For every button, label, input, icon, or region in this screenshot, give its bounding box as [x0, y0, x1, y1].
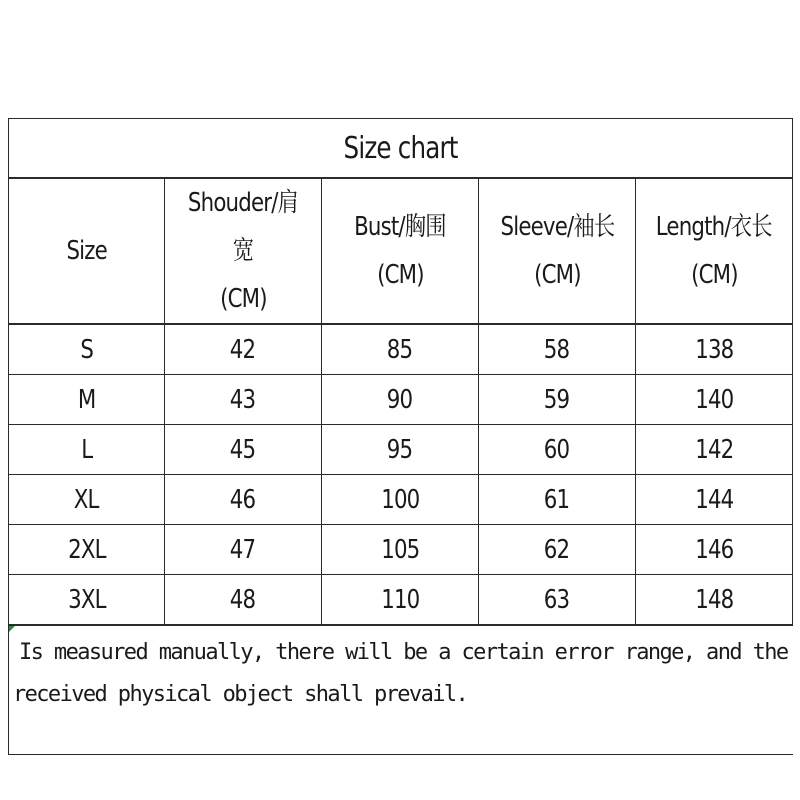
cell-length: 140 — [636, 375, 793, 425]
cell-size: L — [9, 425, 165, 475]
cell-size: 2XL — [9, 525, 165, 575]
cell-bust: 85 — [322, 324, 479, 375]
cell-shoulder: 43 — [165, 375, 322, 425]
header-length-label: Length/衣长 — [656, 212, 773, 242]
cell-bust: 105 — [322, 525, 479, 575]
cell-length: 142 — [636, 425, 793, 475]
note-line-1: Is measured manually, there will be a certain error range, and the — [19, 640, 788, 665]
cell-shoulder: 46 — [165, 475, 322, 525]
cell-length: 146 — [636, 525, 793, 575]
cell-shoulder: 48 — [165, 575, 322, 626]
table-row — [9, 475, 793, 525]
cell-sleeve: 61 — [479, 475, 636, 525]
cell-bust: 100 — [322, 475, 479, 525]
cell-bust: 90 — [322, 375, 479, 425]
size-chart-sheet — [8, 118, 792, 755]
header-shoulder — [165, 178, 322, 324]
header-bust-unit: (CM) — [376, 260, 424, 290]
cell-shoulder: 42 — [165, 324, 322, 375]
table-row — [9, 324, 793, 375]
title-row — [9, 119, 793, 179]
cell-length: 144 — [636, 475, 793, 525]
cell-size: XL — [9, 475, 165, 525]
table-row — [9, 575, 793, 626]
cell-bust: 95 — [322, 425, 479, 475]
cell-sleeve: 63 — [479, 575, 636, 626]
cell-size: 3XL — [9, 575, 165, 626]
cell-bust: 110 — [322, 575, 479, 626]
cell-sleeve: 62 — [479, 525, 636, 575]
cell-length: 138 — [636, 324, 793, 375]
cell-length: 148 — [636, 575, 793, 626]
header-length-unit: (CM) — [690, 260, 738, 290]
table-row — [9, 375, 793, 425]
table-row — [9, 425, 793, 475]
header-sleeve-label: Sleeve/袖长 — [500, 212, 614, 242]
cell-sleeve: 58 — [479, 324, 636, 375]
header-sleeve-unit: (CM) — [533, 260, 581, 290]
header-shoulder-unit: (CM) — [219, 284, 267, 314]
table-row — [9, 525, 793, 575]
header-size — [9, 178, 165, 324]
note-cell — [9, 625, 793, 755]
cell-shoulder: 47 — [165, 525, 322, 575]
note-line-2: received physical object shall prevail. — [13, 682, 468, 707]
cell-corner-marker — [9, 626, 15, 632]
measurement-note — [9, 632, 793, 716]
cell-size: S — [9, 324, 165, 375]
cell-sleeve: 60 — [479, 425, 636, 475]
header-bust-label: Bust/胸围 — [354, 212, 446, 242]
header-length — [636, 178, 793, 324]
cell-shoulder: 45 — [165, 425, 322, 475]
header-shoulder-label: Shouder/肩宽 — [187, 188, 299, 266]
header-bust — [322, 178, 479, 324]
cell-size: M — [9, 375, 165, 425]
header-size-label: Size — [66, 236, 107, 266]
table-title-cell — [9, 119, 793, 179]
cell-sleeve: 59 — [479, 375, 636, 425]
header-row — [9, 178, 793, 324]
note-row — [9, 625, 793, 755]
header-sleeve — [479, 178, 636, 324]
size-chart-table — [8, 118, 793, 755]
table-title: Size chart — [343, 130, 458, 166]
